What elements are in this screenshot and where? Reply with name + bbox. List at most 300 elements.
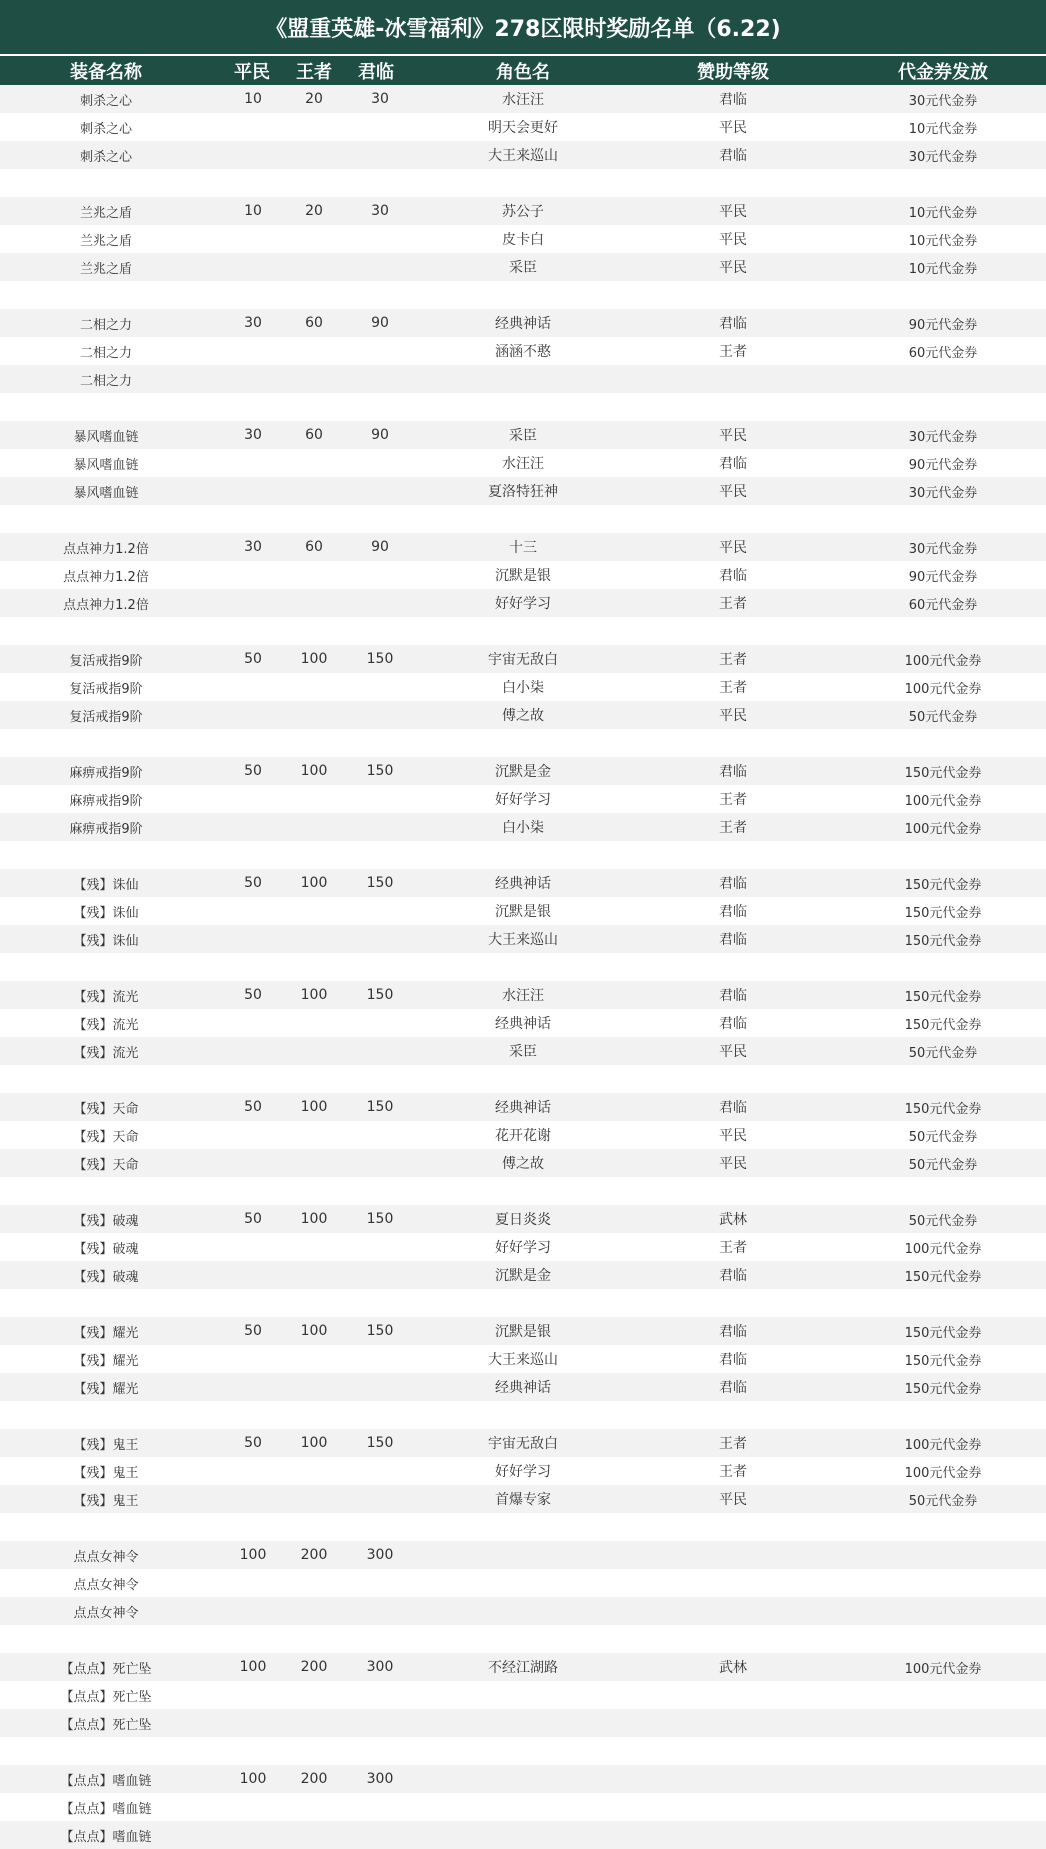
- voucher-cell: [840, 1681, 1046, 1709]
- role-name-cell: 采臣: [509, 1044, 537, 1060]
- tier-wangzhe-cell: 200: [300, 1659, 328, 1675]
- voucher-cell: 90元代金券: [908, 317, 978, 333]
- sponsor-level-cell: [626, 1793, 840, 1821]
- tier-pingmin-cell: 100: [239, 1771, 267, 1787]
- voucher-cell: 150元代金券: [904, 1381, 982, 1397]
- tier-junlin-cell: [340, 1149, 420, 1177]
- table-row: [0, 1793, 1046, 1821]
- role-name-cell: [420, 365, 626, 393]
- role-name-cell: 好好学习: [495, 1240, 551, 1256]
- tier-junlin-cell: [340, 1681, 420, 1709]
- role-name-cell: 水汪汪: [502, 988, 544, 1004]
- voucher-cell: 150元代金券: [904, 1101, 982, 1117]
- tier-pingmin-cell: 50: [244, 651, 262, 667]
- role-name-cell: 好好学习: [495, 1464, 551, 1480]
- item-name-cell: 【残】鬼王: [73, 1465, 139, 1481]
- table-row: [0, 673, 1046, 701]
- item-name-cell: 【残】天命: [73, 1129, 139, 1145]
- voucher-cell: 150元代金券: [904, 1325, 982, 1341]
- tier-junlin-cell: 150: [366, 651, 394, 667]
- sponsor-level-cell: 君临: [719, 316, 747, 332]
- role-name-cell: [420, 1597, 626, 1625]
- tier-junlin-cell: 30: [371, 91, 389, 107]
- role-name-cell: [420, 1569, 626, 1597]
- table-row: [0, 1485, 1046, 1513]
- tier-junlin-cell: 300: [366, 1771, 394, 1787]
- tier-pingmin-cell: 30: [244, 539, 262, 555]
- tier-wangzhe-cell: 100: [300, 651, 328, 667]
- item-name-cell: 点点女神令: [73, 1577, 139, 1593]
- voucher-cell: 150元代金券: [904, 905, 982, 921]
- tier-junlin-cell: [340, 1709, 420, 1737]
- voucher-cell: 60元代金券: [908, 597, 978, 613]
- table-row: [0, 897, 1046, 925]
- item-name-cell: 【残】诛仙: [73, 905, 139, 921]
- tier-wangzhe-cell: 200: [300, 1771, 328, 1787]
- tier-pingmin-cell: 50: [244, 1435, 262, 1451]
- blank-row: [0, 1401, 1046, 1429]
- voucher-cell: 150元代金券: [904, 1353, 982, 1369]
- tier-junlin-cell: [340, 1597, 420, 1625]
- role-name-cell: 采臣: [509, 260, 537, 276]
- tier-junlin-cell: [340, 1261, 420, 1289]
- role-name-cell: 傅之故: [502, 708, 544, 724]
- item-name-cell: 【残】流光: [73, 989, 139, 1005]
- sponsor-level-cell: [626, 1541, 840, 1569]
- sponsor-level-cell: 王者: [719, 1436, 747, 1452]
- tier-junlin-cell: [340, 1121, 420, 1149]
- role-name-cell: 经典神话: [495, 1100, 551, 1116]
- table-row: [0, 813, 1046, 841]
- sponsor-level-cell: 武林: [719, 1660, 747, 1676]
- sponsor-level-cell: 君临: [719, 764, 747, 780]
- role-name-cell: 夏日炎炎: [495, 1212, 551, 1228]
- tier-pingmin-cell: 50: [244, 1323, 262, 1339]
- role-name-cell: 经典神话: [495, 316, 551, 332]
- table-row: [0, 925, 1046, 953]
- tier-wangzhe-cell: 100: [300, 1323, 328, 1339]
- tier-pingmin-cell: 50: [244, 987, 262, 1003]
- sponsor-level-cell: 平民: [719, 204, 747, 220]
- role-name-cell: 夏洛特狂神: [488, 484, 558, 500]
- table-row: [0, 785, 1046, 813]
- role-name-cell: 宇宙无敌白: [488, 652, 558, 668]
- role-name-cell: 好好学习: [495, 792, 551, 808]
- tier-wangzhe-cell: 60: [305, 539, 323, 555]
- tier-junlin-cell: [340, 1233, 420, 1261]
- tier-junlin-cell: [340, 1037, 420, 1065]
- sponsor-level-cell: 君临: [719, 876, 747, 892]
- tier-junlin-cell: [340, 253, 420, 281]
- voucher-cell: 50元代金券: [908, 1493, 978, 1509]
- table-header: [0, 54, 1046, 85]
- blank-row: [0, 1625, 1046, 1653]
- sponsor-level-cell: 平民: [719, 260, 747, 276]
- table-row: [0, 1009, 1046, 1037]
- role-name-cell: 好好学习: [495, 596, 551, 612]
- role-name-cell: 苏公子: [502, 204, 544, 220]
- table-row: [0, 1093, 1046, 1121]
- item-name-cell: 【点点】嗜血链: [60, 1773, 152, 1789]
- item-name-cell: 点点女神令: [73, 1549, 139, 1565]
- voucher-cell: 10元代金券: [908, 121, 978, 137]
- tier-pingmin-cell: 10: [244, 203, 262, 219]
- table-row: [0, 1821, 1046, 1849]
- sponsor-level-cell: 君临: [719, 148, 747, 164]
- voucher-cell: 50元代金券: [908, 1045, 978, 1061]
- voucher-cell: [840, 1793, 1046, 1821]
- item-name-cell: 麻痹戒指9阶: [69, 765, 143, 781]
- voucher-cell: 150元代金券: [904, 877, 982, 893]
- item-name-cell: 麻痹戒指9阶: [69, 793, 143, 809]
- item-name-cell: 点点神力1.2倍: [63, 541, 149, 557]
- voucher-cell: 100元代金券: [904, 653, 982, 669]
- role-name-cell: [420, 1793, 626, 1821]
- table-row: [0, 225, 1046, 253]
- sponsor-level-cell: 君临: [719, 1268, 747, 1284]
- tier-pingmin-cell: 50: [244, 1211, 262, 1227]
- table-row: [0, 253, 1046, 281]
- voucher-cell: 30元代金券: [908, 429, 978, 445]
- item-name-cell: 复活戒指9阶: [69, 709, 143, 725]
- table-body: [0, 85, 1046, 1849]
- table-row: [0, 1345, 1046, 1373]
- tier-wangzhe-cell: 100: [300, 1211, 328, 1227]
- sponsor-level-cell: [626, 1569, 840, 1597]
- table-row: [0, 477, 1046, 505]
- table-row: [0, 645, 1046, 673]
- voucher-cell: 30元代金券: [908, 149, 978, 165]
- table-row: [0, 589, 1046, 617]
- blank-row: [0, 617, 1046, 645]
- tier-pingmin-cell: 50: [244, 875, 262, 891]
- sponsor-level-cell: 平民: [719, 1044, 747, 1060]
- blank-row: [0, 1065, 1046, 1093]
- tier-junlin-cell: 150: [366, 1099, 394, 1115]
- item-name-cell: 【残】耀光: [73, 1325, 139, 1341]
- item-name-cell: 二相之力: [79, 373, 132, 389]
- role-name-cell: 白小柒: [502, 820, 544, 836]
- item-name-cell: 刺杀之心: [79, 149, 132, 165]
- sponsor-level-cell: 君临: [719, 904, 747, 920]
- role-name-cell: [420, 1541, 626, 1569]
- tier-pingmin-cell: 100: [239, 1547, 267, 1563]
- sponsor-level-cell: 王者: [719, 1240, 747, 1256]
- voucher-cell: [840, 1709, 1046, 1737]
- role-name-cell: 大王来巡山: [488, 932, 558, 948]
- item-name-cell: 暴风嗜血链: [73, 485, 139, 501]
- header-item-name: 装备名称: [70, 61, 142, 83]
- tier-junlin-cell: [340, 813, 420, 841]
- tier-pingmin-cell: 50: [244, 763, 262, 779]
- table-row: [0, 337, 1046, 365]
- tier-junlin-cell: [340, 225, 420, 253]
- header-sponsor-level: 赞助等级: [697, 61, 769, 83]
- role-name-cell: 沉默是银: [495, 568, 551, 584]
- table-row: [0, 757, 1046, 785]
- tier-wangzhe-cell: 100: [300, 1099, 328, 1115]
- table-row: [0, 197, 1046, 225]
- item-name-cell: 刺杀之心: [79, 121, 132, 137]
- header-role-name: 角色名: [496, 61, 550, 83]
- tier-junlin-cell: [340, 1821, 420, 1849]
- item-name-cell: 【点点】嗜血链: [60, 1829, 152, 1845]
- sponsor-level-cell: 王者: [719, 680, 747, 696]
- item-name-cell: 【点点】嗜血链: [60, 1801, 152, 1817]
- item-name-cell: 暴风嗜血链: [73, 429, 139, 445]
- tier-junlin-cell: [340, 141, 420, 169]
- table-row: [0, 85, 1046, 113]
- sponsor-level-cell: 平民: [719, 540, 747, 556]
- item-name-cell: 点点神力1.2倍: [63, 569, 149, 585]
- voucher-cell: [840, 1597, 1046, 1625]
- blank-row: [0, 169, 1046, 197]
- item-name-cell: 【残】破魂: [73, 1269, 139, 1285]
- item-name-cell: 点点神力1.2倍: [63, 597, 149, 613]
- role-name-cell: 经典神话: [495, 1380, 551, 1396]
- role-name-cell: 涵涵不憨: [495, 344, 551, 360]
- tier-junlin-cell: 90: [371, 539, 389, 555]
- sponsor-level-cell: 平民: [719, 428, 747, 444]
- role-name-cell: 水汪汪: [502, 456, 544, 472]
- item-name-cell: 【残】诛仙: [73, 933, 139, 949]
- table-row: [0, 1541, 1046, 1569]
- voucher-cell: 150元代金券: [904, 765, 982, 781]
- sponsor-level-cell: 平民: [719, 1128, 747, 1144]
- sponsor-level-cell: [626, 1765, 840, 1793]
- sponsor-level-cell: 平民: [719, 120, 747, 136]
- item-name-cell: 刺杀之心: [79, 93, 132, 109]
- item-name-cell: 二相之力: [79, 345, 132, 361]
- voucher-cell: 30元代金券: [908, 485, 978, 501]
- sponsor-level-cell: 君临: [719, 988, 747, 1004]
- tier-junlin-cell: [340, 477, 420, 505]
- table-row: [0, 561, 1046, 589]
- table-row: [0, 1765, 1046, 1793]
- table-row: [0, 1261, 1046, 1289]
- header-tier-junlin: 君临: [358, 61, 394, 83]
- voucher-cell: 100元代金券: [904, 1465, 982, 1481]
- table-row: [0, 1569, 1046, 1597]
- item-name-cell: 暴风嗜血链: [73, 457, 139, 473]
- tier-junlin-cell: [340, 561, 420, 589]
- voucher-cell: 150元代金券: [904, 1017, 982, 1033]
- voucher-cell: [840, 1541, 1046, 1569]
- page-title: [0, 0, 1046, 54]
- tier-junlin-cell: 150: [366, 1211, 394, 1227]
- item-name-cell: 【残】鬼王: [73, 1493, 139, 1509]
- tier-junlin-cell: [340, 337, 420, 365]
- voucher-cell: 10元代金券: [908, 261, 978, 277]
- sponsor-level-cell: 王者: [719, 652, 747, 668]
- role-name-cell: 经典神话: [495, 1016, 551, 1032]
- tier-junlin-cell: [340, 701, 420, 729]
- item-name-cell: 【点点】死亡坠: [60, 1689, 152, 1705]
- table-row: [0, 1373, 1046, 1401]
- tier-junlin-cell: [340, 1569, 420, 1597]
- role-name-cell: 宇宙无敌白: [488, 1436, 558, 1452]
- tier-junlin-cell: [340, 449, 420, 477]
- table-row: [0, 1233, 1046, 1261]
- tier-pingmin-cell: 30: [244, 427, 262, 443]
- role-name-cell: 沉默是金: [495, 1268, 551, 1284]
- sponsor-level-cell: 君临: [719, 92, 747, 108]
- role-name-cell: [420, 1709, 626, 1737]
- table-row: [0, 309, 1046, 337]
- blank-row: [0, 729, 1046, 757]
- tier-junlin-cell: [340, 1345, 420, 1373]
- sponsor-level-cell: 君临: [719, 456, 747, 472]
- sponsor-level-cell: 平民: [719, 484, 747, 500]
- sponsor-level-cell: 君临: [719, 932, 747, 948]
- table-row: [0, 421, 1046, 449]
- table-row: [0, 1317, 1046, 1345]
- sponsor-level-cell: [626, 1709, 840, 1737]
- role-name-cell: 水汪汪: [502, 92, 544, 108]
- tier-wangzhe-cell: 60: [305, 427, 323, 443]
- role-name-cell: 大王来巡山: [488, 1352, 558, 1368]
- header-tier-pingmin: 平民: [234, 61, 270, 83]
- tier-pingmin-cell: 50: [244, 1099, 262, 1115]
- item-name-cell: 麻痹戒指9阶: [69, 821, 143, 837]
- sponsor-level-cell: 武林: [719, 1212, 747, 1228]
- sponsor-level-cell: [626, 1597, 840, 1625]
- tier-junlin-cell: [340, 1373, 420, 1401]
- sponsor-level-cell: 平民: [719, 232, 747, 248]
- voucher-cell: 100元代金券: [904, 1241, 982, 1257]
- voucher-cell: 30元代金券: [908, 93, 978, 109]
- voucher-cell: 60元代金券: [908, 345, 978, 361]
- voucher-cell: 90元代金券: [908, 569, 978, 585]
- role-name-cell: 沉默是银: [495, 904, 551, 920]
- voucher-cell: 50元代金券: [908, 1129, 978, 1145]
- table-row: [0, 533, 1046, 561]
- item-name-cell: 【残】耀光: [73, 1353, 139, 1369]
- item-name-cell: 复活戒指9阶: [69, 653, 143, 669]
- sponsor-level-cell: 君临: [719, 1352, 747, 1368]
- role-name-cell: 十三: [509, 540, 537, 556]
- table-row: [0, 449, 1046, 477]
- item-name-cell: 【残】天命: [73, 1157, 139, 1173]
- table-row: [0, 1457, 1046, 1485]
- tier-junlin-cell: [340, 897, 420, 925]
- item-name-cell: 【残】流光: [73, 1045, 139, 1061]
- sponsor-level-cell: 王者: [719, 344, 747, 360]
- item-name-cell: 二相之力: [79, 317, 132, 333]
- voucher-cell: [840, 1765, 1046, 1793]
- tier-junlin-cell: [340, 113, 420, 141]
- role-name-cell: 花开花谢: [495, 1128, 551, 1144]
- header-tier-wangzhe: 王者: [296, 61, 332, 83]
- table-row: [0, 1709, 1046, 1737]
- voucher-cell: 100元代金券: [904, 1661, 982, 1677]
- tier-junlin-cell: 150: [366, 1435, 394, 1451]
- blank-row: [0, 1289, 1046, 1317]
- tier-pingmin-cell: 10: [244, 91, 262, 107]
- role-name-cell: 皮卡白: [502, 232, 544, 248]
- voucher-cell: 100元代金券: [904, 793, 982, 809]
- voucher-cell: 50元代金券: [908, 709, 978, 725]
- voucher-cell: [840, 365, 1046, 393]
- tier-junlin-cell: [340, 365, 420, 393]
- voucher-cell: 30元代金券: [908, 541, 978, 557]
- item-name-cell: 【残】耀光: [73, 1381, 139, 1397]
- item-name-cell: 【残】破魂: [73, 1213, 139, 1229]
- role-name-cell: 沉默是银: [495, 1324, 551, 1340]
- role-name-cell: 沉默是金: [495, 764, 551, 780]
- tier-wangzhe-cell: 100: [300, 763, 328, 779]
- voucher-cell: 150元代金券: [904, 933, 982, 949]
- role-name-cell: [420, 1821, 626, 1849]
- voucher-cell: 90元代金券: [908, 457, 978, 473]
- tier-junlin-cell: 150: [366, 763, 394, 779]
- tier-junlin-cell: [340, 925, 420, 953]
- tier-junlin-cell: [340, 1485, 420, 1513]
- sponsor-level-cell: 君临: [719, 1324, 747, 1340]
- table-row: [0, 981, 1046, 1009]
- item-name-cell: 【残】破魂: [73, 1241, 139, 1257]
- sponsor-level-cell: 平民: [719, 1492, 747, 1508]
- tier-wangzhe-cell: 20: [305, 91, 323, 107]
- table-row: [0, 701, 1046, 729]
- sponsor-level-cell: 王者: [719, 1464, 747, 1480]
- tier-junlin-cell: 150: [366, 875, 394, 891]
- blank-row: [0, 505, 1046, 533]
- voucher-cell: [840, 1821, 1046, 1849]
- role-name-cell: 明天会更好: [488, 120, 558, 136]
- table-row: [0, 365, 1046, 393]
- sponsor-level-cell: 君临: [719, 1100, 747, 1116]
- table-row: [0, 141, 1046, 169]
- voucher-cell: 100元代金券: [904, 1437, 982, 1453]
- table-row: [0, 1681, 1046, 1709]
- voucher-cell: 10元代金券: [908, 205, 978, 221]
- tier-junlin-cell: 300: [366, 1547, 394, 1563]
- sponsor-level-cell: 君临: [719, 1016, 747, 1032]
- tier-junlin-cell: [340, 1009, 420, 1037]
- tier-junlin-cell: [340, 589, 420, 617]
- voucher-cell: 150元代金券: [904, 1269, 982, 1285]
- item-name-cell: 复活戒指9阶: [69, 681, 143, 697]
- sponsor-level-cell: [626, 1821, 840, 1849]
- tier-wangzhe-cell: 100: [300, 875, 328, 891]
- role-name-cell: 首爆专家: [495, 1492, 551, 1508]
- sponsor-level-cell: 平民: [719, 1156, 747, 1172]
- table-row: [0, 1653, 1046, 1681]
- sponsor-level-cell: 王者: [719, 596, 747, 612]
- item-name-cell: 【残】鬼王: [73, 1437, 139, 1453]
- voucher-cell: 50元代金券: [908, 1213, 978, 1229]
- page-title-text: 《盟重英雄-冰雪福利》278区限时奖励名单（6.22): [265, 16, 781, 42]
- tier-pingmin-cell: 100: [239, 1659, 267, 1675]
- item-name-cell: 点点女神令: [73, 1605, 139, 1621]
- role-name-cell: 采臣: [509, 428, 537, 444]
- table-row: [0, 1121, 1046, 1149]
- item-name-cell: 【残】天命: [73, 1101, 139, 1117]
- tier-junlin-cell: 300: [366, 1659, 394, 1675]
- role-name-cell: 不经江湖路: [488, 1660, 558, 1676]
- blank-row: [0, 1177, 1046, 1205]
- sponsor-level-cell: 平民: [719, 708, 747, 724]
- header-voucher: 代金券发放: [898, 61, 988, 83]
- tier-wangzhe-cell: 20: [305, 203, 323, 219]
- tier-junlin-cell: 30: [371, 203, 389, 219]
- tier-pingmin-cell: 30: [244, 315, 262, 331]
- sponsor-level-cell: 君临: [719, 1380, 747, 1396]
- sponsor-level-cell: 君临: [719, 568, 747, 584]
- item-name-cell: 【残】诛仙: [73, 877, 139, 893]
- table-row: [0, 1037, 1046, 1065]
